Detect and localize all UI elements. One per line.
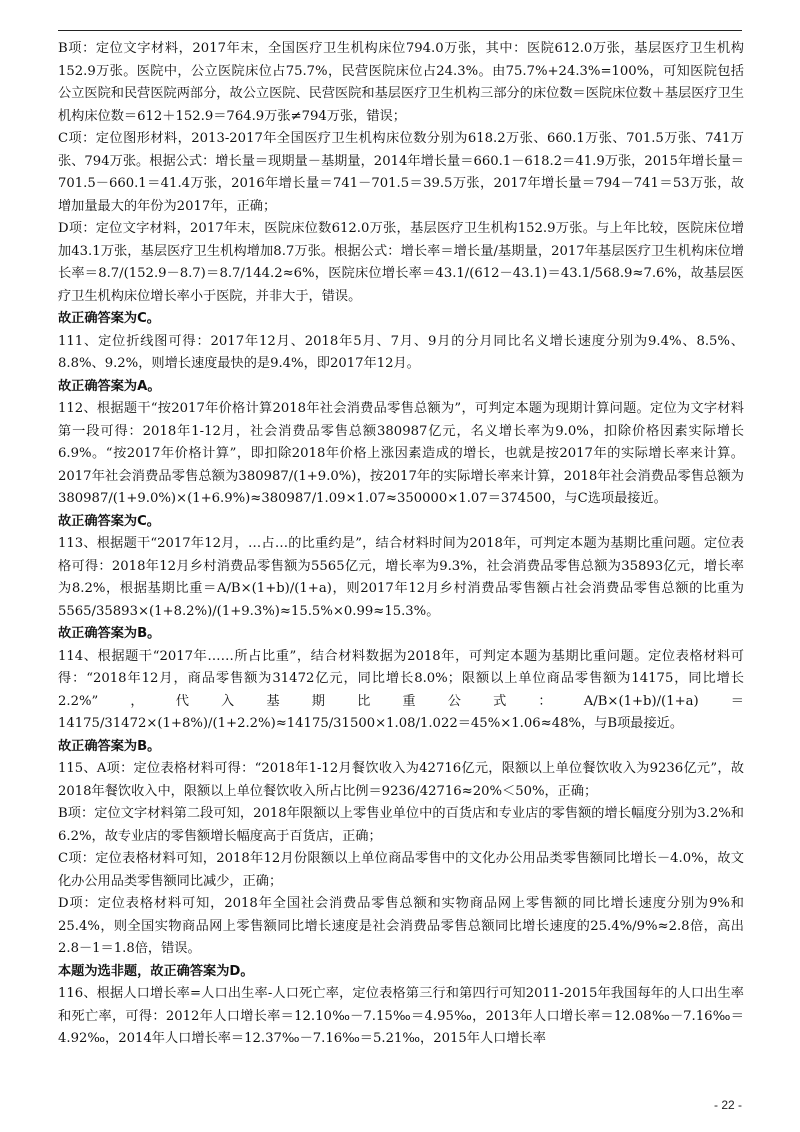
paragraph-c-option: C项：定位图形材料，2013-2017年全国医疗卫生机构床位数分别为618.2万张、660.1万张、701.5万张、741万张、794万张。根据公式：增长量＝现期量－基期量，2014年增长量＝660.1－618.2＝41.9万张，2015年增长量＝701.5－660.1＝41.4万张，2016年增长量＝741－701.5＝39.5万张，2017年增长量＝794－741＝53万张，故增加量最大的年份为2017年，正确； [58,131,744,214]
question-115-a: 115、A项：定位表格材料可得：“2018年1-12月餐饮收入为42716亿元，限额以上单位餐饮收入为9236亿元”，故2018年餐饮收入中，限额以上单位餐饮收入所占比例＝9236/42716≈20%＜50%，正确； [58,761,744,799]
question-112: 112、根据题干“按2017年价格计算2018年社会消费品零售总额为”，可判定本题为现期计算问题。定位为文字材料第一段可得：2018年1-12月，社会消费品零售总额380987亿元，名义增长率为9.0%，扣除价格因素实际增长6.9%。“按2017年价格计算”，即扣除2018年价格上涨因素造成的增长，也就是按2017年的实际增长率来计算。2017年社会消费品零售总额为380987/(1+9.0%)，按2017年的实际增长率来计算，2018年社会消费品零售总额为380987/(1+9.0%)×(1+6.9%)≈380987/1.09×1.07≈350000×1.07＝374500，与C选项最接近。 [58,401,744,506]
question-113: 113、根据题干“2017年12月，…占…的比重约是”，结合材料时间为2018年，可判定本题为基期比重问题。定位表格可得：2018年12月乡村消费品零售额为5565亿元，增长率为9.3%，社会消费品零售总额为35893亿元，增长率为8.2%，根据基期比重＝A/B×(1+b)/(1+a)，则2017年12月乡村消费品零售额占社会消费品零售总额的比重为5565/35893×(1+8.2%)/(1+9.3%)≈15.5%×0.99≈15.3%。 [58,536,744,619]
page-number: - 22 - [713,1098,742,1112]
answer-line: 故正确答案为B。 [58,738,161,754]
answer-line: 本题为选非题，故正确答案为D。 [58,963,254,979]
question-115-c: C项：定位表格材料可知，2018年12月份限额以上单位商品零售中的文化办公用品类零售额同比增长－4.0%，故文化办公用品类零售额同比减少，正确； [58,851,744,889]
header-rule [58,30,742,31]
answer-line: 故正确答案为C。 [58,311,160,326]
question-116: 116、根据人口增长率=人口出生率-人口死亡率，定位表格第三行和第四行可知2011-2015年我国每年的人口出生率和死亡率，可得：2012年人口增长率＝12.10‰－7.15‰＝4.95‰，2013年人口增长率＝12.08‰－7.16‰＝4.92‰，2014年人口增长率＝12.37‰－7.16‰＝5.21‰，2015年人口增长率 [58,986,744,1046]
answer-line: 故正确答案为A。 [58,378,161,394]
question-115-b: B项：定位文字材料第二段可知，2018年限额以上零售业单位中的百货店和专业店的零售额的增长幅度分别为3.2%和6.2%，故专业店的零售额增长幅度高于百货店，正确； [58,806,744,844]
answer-line: 故正确答案为C。 [58,513,160,529]
question-114: 114、根据题干“2017年……所占比重”，结合材料数据为2018年，可判定本题为基期比重问题。定位表格材料可得：“2018年12月，商品零售额为31472亿元，同比增长8.0%；限额以上单位商品零售额为14175，同比增长2.2%”，代入基期比重公式：A/B×(1+b)/(1+a)＝14175/31472×(1+8%)/(1+2.2%)≈14175/31500×1.08/1.022＝45%×1.06≈48%，与B项最接近。 [58,648,744,731]
question-115-d: D项：定位表格材料可知，2018年全国社会消费品零售总额和实物商品网上零售额的同比增长速度分别为9%和25.4%，则全国实物商品网上零售额同比增长速度是社会消费品零售总额同比增长速度的25.4%/9%≈2.8倍，高出2.8－1＝1.8倍，错误。 [58,896,744,956]
paragraph-d-option: D项：定位文字材料，2017年末，医院床位数612.0万张，基层医疗卫生机构152.9万张。与上年比较，医院床位增加43.1万张，基层医疗卫生机构增加8.7万张。根据公式：增长率＝增长量/基期量，2017年基层医疗卫生机构床位增长率＝8.7/(152.9－8.7)＝8.7/144.2≈6%，医院床位增长率＝43.1/(612－43.1)＝43.1/568.9≈7.6%，故基层医疗卫生机构床位增长率小于医院，并非大于，错误。 [58,221,744,304]
answer-line: 故正确答案为B。 [58,626,161,641]
page-body [58,38,744,1051]
paragraph-b-option: B项：定位文字材料，2017年末，全国医疗卫生机构床位794.0万张，其中：医院612.0万张，基层医疗卫生机构152.9万张。医院中，公立医院床位占75.7%，民营医院床位占24.3%。由75.7%+24.3%=100%，可知医院包括公立医院和民营医院两部分，故公立医院、民营医院和基层医疗卫生机构三部分的床位数＝医院床位数＋基层医疗卫生机构床位数＝612＋152.9＝764.9万张≠794万张，错误； [58,41,744,124]
question-111: 111、定位折线图可得：2017年12月、2018年5月、7月、9月的分月同比名义增长速度分别为9.4%、8.5%、8.8%、9.2%，则增长速度最快的是9.4%，即2017年12月。 [58,333,744,371]
